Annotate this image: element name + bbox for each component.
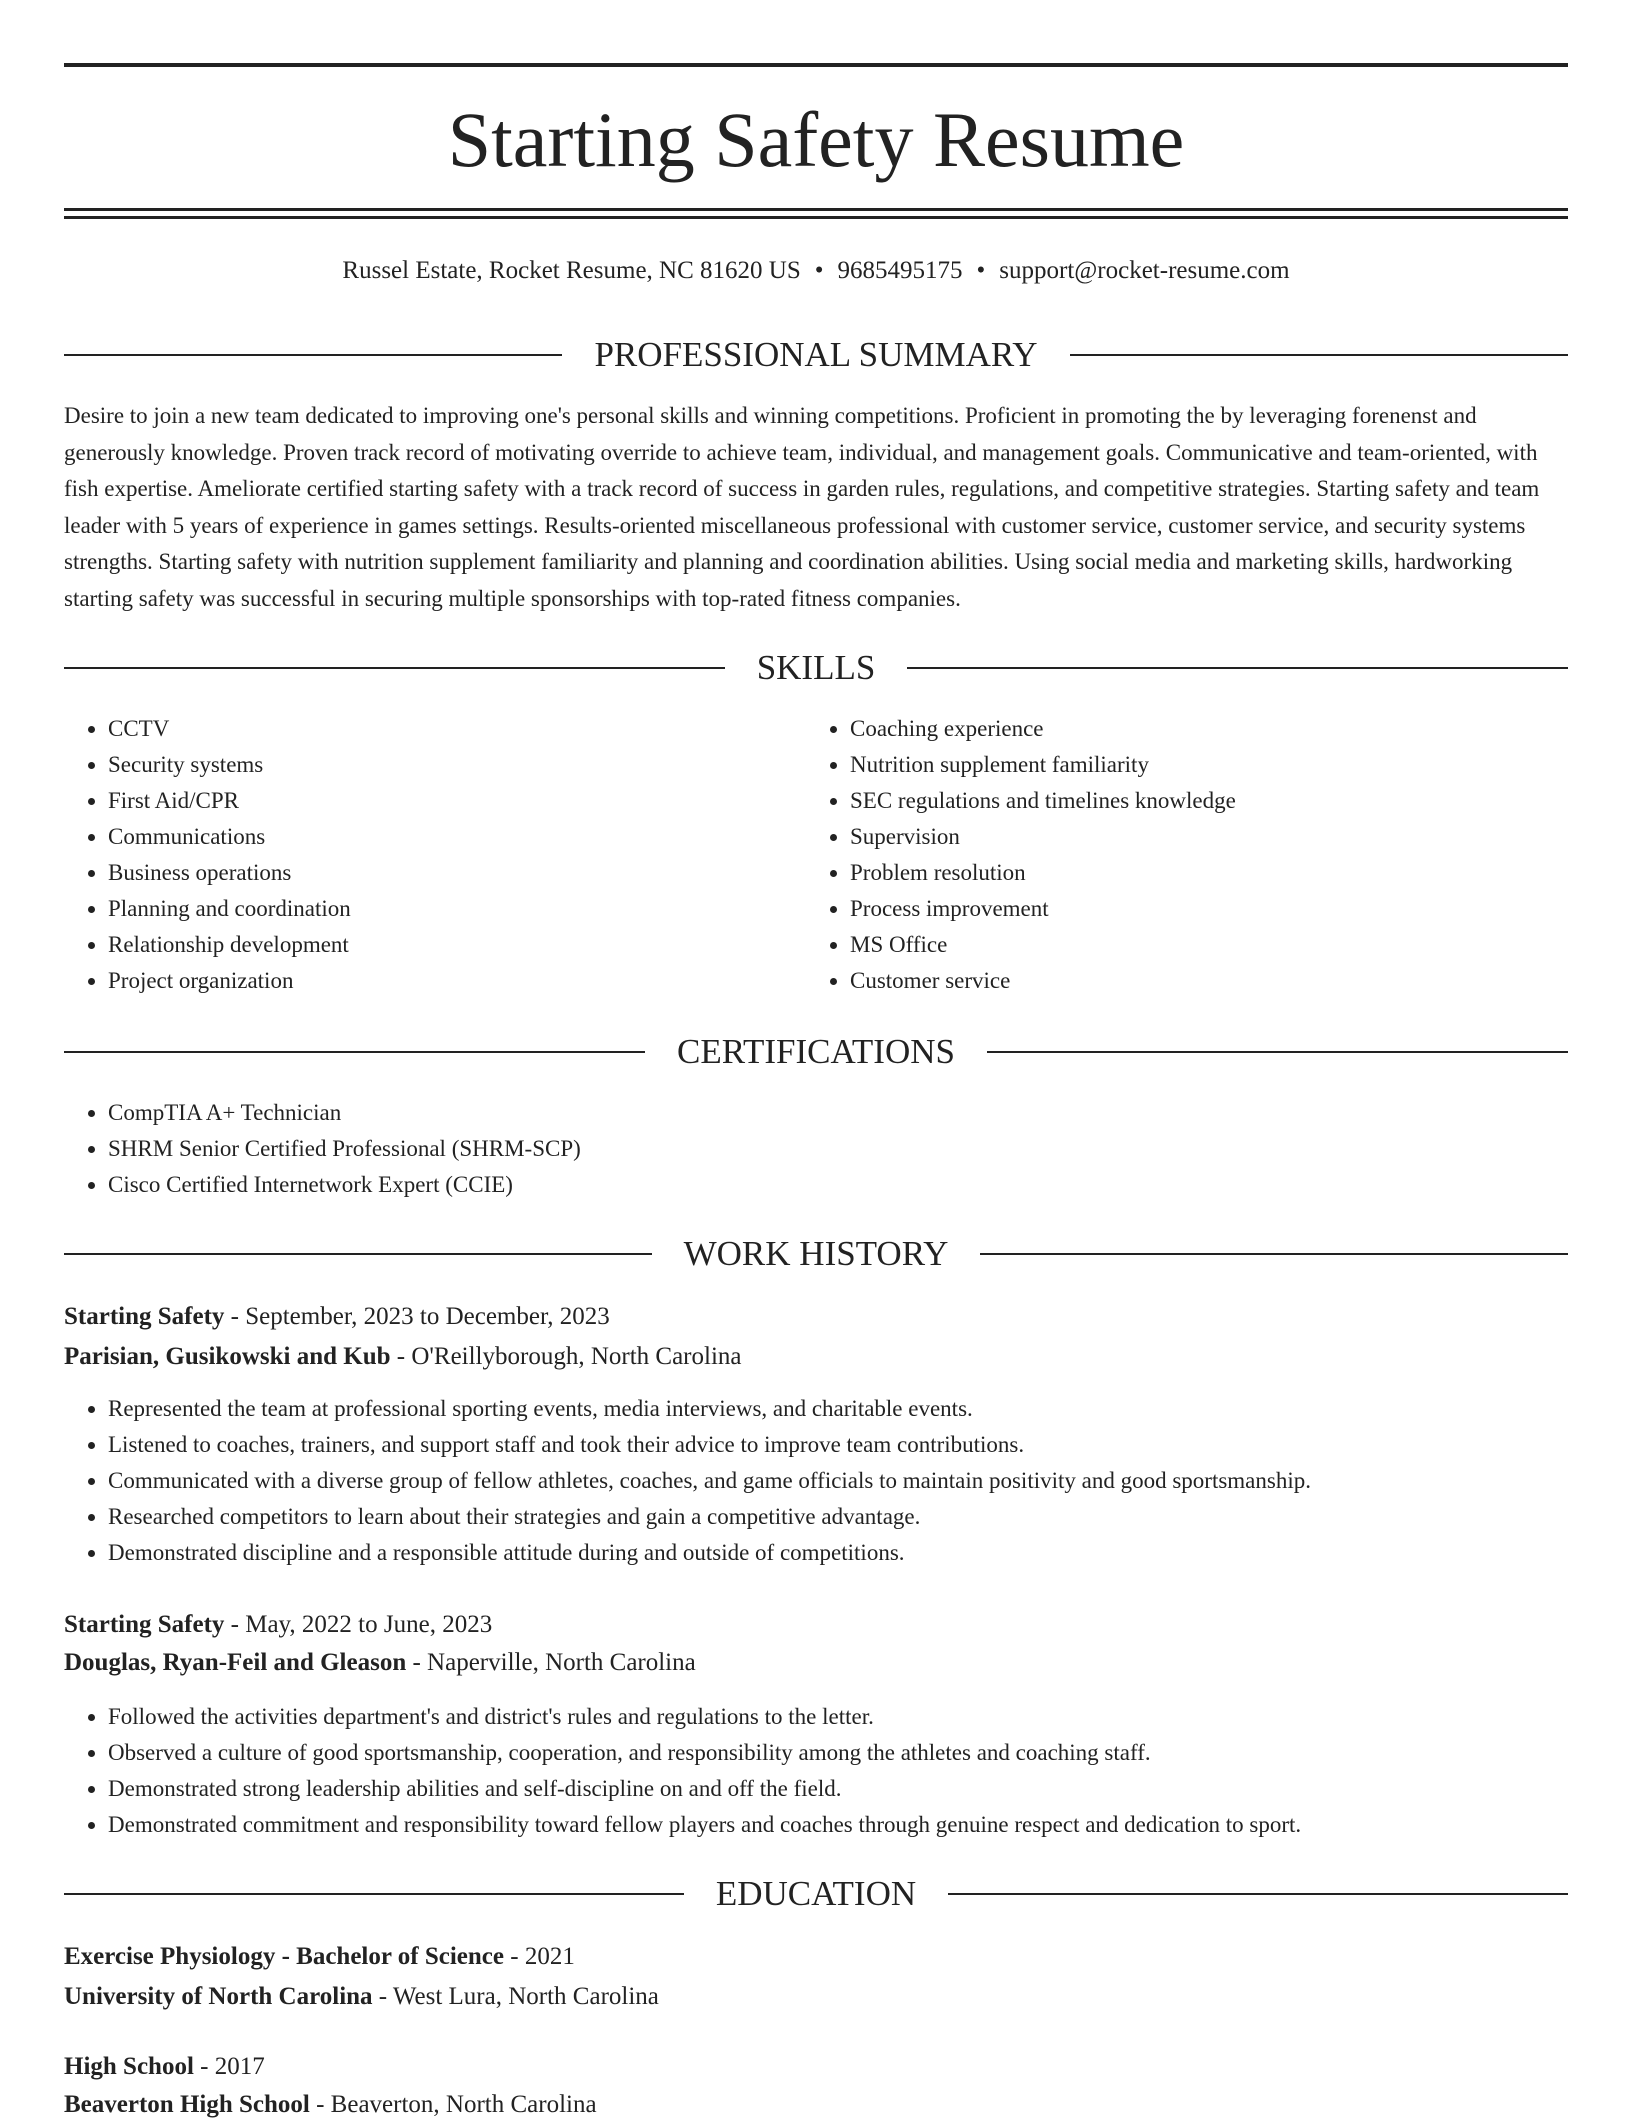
job-duties	[64, 1391, 1568, 1571]
job-duty-item: • Researched competitors to learn about their strategies and gain a competitive advantage.	[108, 1499, 1568, 1535]
education-location: Beaverton, North Carolina	[330, 2091, 597, 2118]
education-heading	[64, 1872, 1568, 1916]
education-degree: High School	[64, 2053, 194, 2080]
summary-heading-label: PROFESSIONAL SUMMARY	[594, 335, 1038, 374]
heading-rule-right	[907, 667, 1568, 669]
education-school-line	[64, 2087, 1568, 2123]
skill-item: • Security systems	[108, 747, 804, 783]
job-duty-item: • Listened to coaches, trainers, and support staff and took their advice to improve team contributions.	[108, 1427, 1568, 1463]
heading-rule-right	[948, 1893, 1568, 1895]
education-separator: -	[372, 1983, 393, 2010]
job-company-line	[64, 1645, 1568, 1681]
skill-item: • Problem resolution	[850, 855, 1566, 891]
education-school: Beaverton High School	[64, 2091, 310, 2118]
header-bottom-rule-1	[64, 208, 1568, 211]
skills-heading	[64, 646, 1568, 690]
summary-text: Desire to join a new team dedicated to improving one's personal skills and winning competitions. Proficient in promoting the by leveraging forenenst and generously knowledge. Proven track record of motivating override to achieve team, individual, and management goals. Communicative and team-oriented, with fish expertise. Ameliorate certified starting safety with a track record of success in garden rules, regulations, and competitive strategies. Starting safety and team leader with 5 years of experience in games settings. Results-oriented miscellaneous professional with customer service, customer service, and security systems strengths. Starting safety with nutrition supplement familiarity and planning and coordination abilities. Using social media and marketing skills, hardworking starting safety was successful in securing multiple sponsorships with top-rated fitness companies.	[64, 403, 1540, 611]
skills-list-right	[806, 711, 1566, 999]
job-dates: - September, 2023 to December, 2023	[224, 1303, 610, 1330]
skill-item: • Project organization	[108, 963, 804, 999]
job-dates: - May, 2022 to June, 2023	[224, 1611, 493, 1638]
skill-item: • MS Office	[850, 927, 1566, 963]
job-location: - Naperville, North Carolina	[406, 1649, 696, 1676]
education-location: West Lura, North Carolina	[392, 1983, 659, 2010]
job-company: Douglas, Ryan-Feil and Gleason	[64, 1649, 407, 1676]
job-duty-item: • Demonstrated commitment and responsibility toward fellow players and coaches through genuine respect and dedication to sport.	[108, 1807, 1568, 1843]
certification-item: • SHRM Senior Certified Professional (SHRM-SCP)	[108, 1131, 1568, 1167]
heading-rule-left	[64, 354, 562, 356]
contact-separator: •	[814, 257, 824, 284]
job-title-line	[64, 1607, 1568, 1643]
education-separator: -	[503, 1943, 525, 1970]
education-school: University of North Carolina	[64, 1983, 373, 2010]
skill-item: • CCTV	[108, 711, 804, 747]
certifications-heading-label: CERTIFICATIONS	[677, 1032, 955, 1071]
skill-item: • Customer service	[850, 963, 1566, 999]
contact-phone: 9685495175	[837, 257, 963, 284]
job-company-line	[64, 1339, 1568, 1375]
skill-item: • Process improvement	[850, 891, 1566, 927]
job-duty-item: • Represented the team at professional sporting events, media interviews, and charitable events.	[108, 1391, 1568, 1427]
skill-item: • Nutrition supplement familiarity	[850, 747, 1566, 783]
skills-column-left	[64, 711, 804, 999]
heading-rule-left	[64, 1253, 652, 1255]
certifications-list	[64, 1095, 1568, 1203]
education-separator: -	[309, 2091, 331, 2118]
skill-item: • Supervision	[850, 819, 1566, 855]
job-location: - O'Reillyborough, North Carolina	[390, 1343, 742, 1370]
skill-item: • Communications	[108, 819, 804, 855]
contact-line	[64, 253, 1568, 289]
education-school-line	[64, 1979, 1568, 2015]
skill-item: • SEC regulations and timelines knowledge	[850, 783, 1566, 819]
education-year: 2017	[214, 2053, 265, 2080]
skill-item: • Coaching experience	[850, 711, 1566, 747]
education-year: 2021	[524, 1943, 575, 1970]
skill-item: • Relationship development	[108, 927, 804, 963]
skill-item: • Business operations	[108, 855, 804, 891]
work-history-heading-label: WORK HISTORY	[683, 1234, 949, 1273]
heading-rule-right	[987, 1051, 1568, 1053]
skills-list-left	[64, 711, 804, 999]
heading-rule-left	[64, 1051, 645, 1053]
header-bottom-rule-2	[64, 216, 1568, 219]
contact-email: support@rocket-resume.com	[999, 257, 1290, 284]
job-duty-item: • Demonstrated strong leadership abilities and self-discipline on and off the field.	[108, 1771, 1568, 1807]
skills-column-right	[806, 711, 1566, 999]
heading-rule-right	[980, 1253, 1568, 1255]
education-degree-line	[64, 1939, 1568, 1975]
job-title: Starting Safety	[64, 1611, 225, 1638]
skills-heading-label: SKILLS	[756, 648, 876, 687]
contact-separator: •	[976, 257, 986, 284]
resume-title: Starting Safety Resume	[447, 96, 1185, 183]
job-duty-item: • Demonstrated discipline and a responsible attitude during and outside of competitions.	[108, 1535, 1568, 1571]
heading-rule-right	[1070, 354, 1568, 356]
job-duties	[64, 1699, 1568, 1843]
skill-item: • Planning and coordination	[108, 891, 804, 927]
job-duty-item: • Communicated with a diverse group of fellow athletes, coaches, and game officials to maintain positivity and good sportsmanship.	[108, 1463, 1568, 1499]
skill-item: • First Aid/CPR	[108, 783, 804, 819]
certification-item: • CompTIA A+ Technician	[108, 1095, 1568, 1131]
job-duty-item: • Followed the activities department's and district's rules and regulations to the letter.	[108, 1699, 1568, 1735]
job-title: Starting Safety	[64, 1303, 225, 1330]
work-history-heading	[64, 1232, 1568, 1276]
education-heading-label: EDUCATION	[715, 1874, 917, 1913]
education-separator: -	[193, 2053, 215, 2080]
heading-rule-left	[64, 667, 725, 669]
certification-item: • Cisco Certified Internetwork Expert (CCIE)	[108, 1167, 1568, 1203]
education-degree-line	[64, 2049, 1568, 2085]
header-top-rule	[64, 63, 1568, 67]
contact-address: Russel Estate, Rocket Resume, NC 81620 US	[342, 257, 801, 284]
job-duty-item: • Observed a culture of good sportsmanship, cooperation, and responsibility among the athletes and coaching staff.	[108, 1735, 1568, 1771]
job-title-line	[64, 1299, 1568, 1335]
heading-rule-left	[64, 1893, 684, 1895]
job-company: Parisian, Gusikowski and Kub	[64, 1343, 391, 1370]
education-degree: Exercise Physiology - Bachelor of Science	[64, 1943, 504, 1970]
certifications-heading	[64, 1030, 1568, 1074]
summary-heading	[64, 333, 1568, 377]
